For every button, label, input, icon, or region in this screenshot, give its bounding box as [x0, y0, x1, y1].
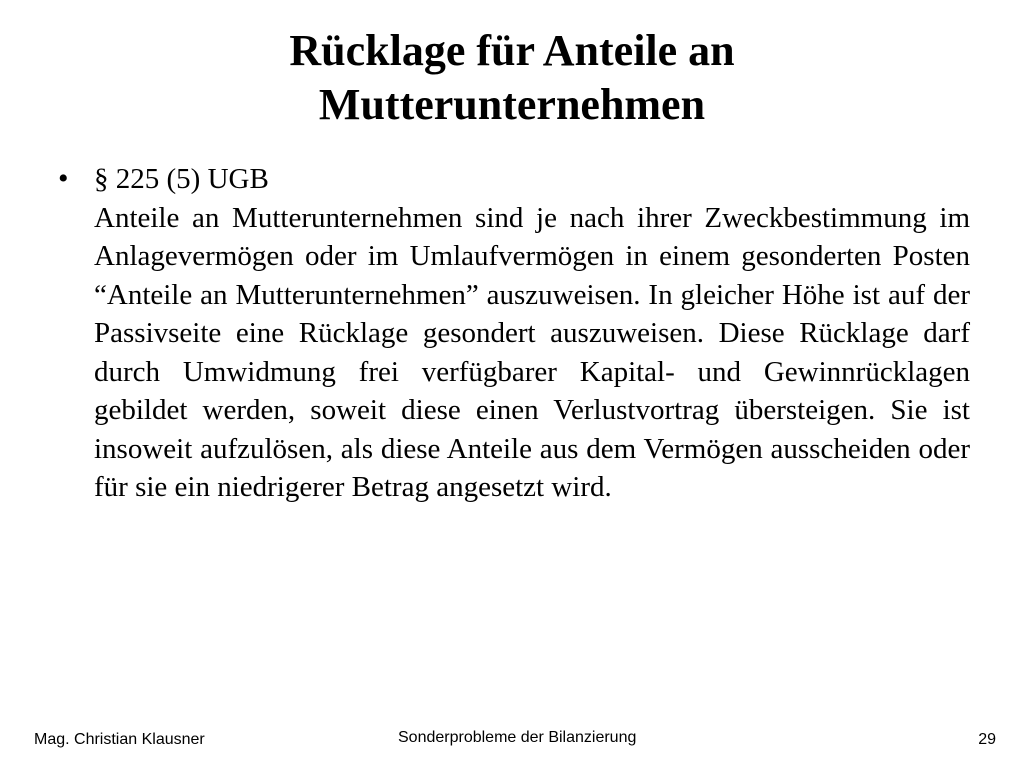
bullet-body-text: Anteile an Mutterunternehmen sind je nach ihrer Zweckbestimmung im Anlagevermögen oder im Umlaufvermögen in einem gesonderten Posten “Anteile an Mutterunternehmen” auszuweisen. In gleicher Höhe ist auf der Passivseite eine Rücklage gesondert auszuweisen. Diese Rücklage darf durch Umwidmung frei verfügbarer Kapital- und Gewinnrücklagen gebildet werden, soweit diese einen Verlustvortrag übersteigen. Sie ist insoweit aufzulösen, als diese Anteile aus dem Vermögen ausscheiden oder für sie ein niedrigerer Betrag angesetzt wird. — [94, 201, 970, 503]
bullet-marker: • — [58, 162, 69, 195]
footer-page-number: 29 — [978, 731, 996, 748]
bullet-heading: § 225 (5) UGB — [94, 163, 269, 195]
title-line-2: Mutterunternehmen — [318, 80, 706, 129]
footer-topic: Sonderprobleme der Bilanzierung — [398, 729, 637, 746]
bullet-item — [56, 160, 970, 507]
bullet-list — [56, 160, 970, 507]
footer-author: Mag. Christian Klausner — [34, 731, 205, 748]
slide-title — [0, 24, 1024, 132]
title-line-1: Rücklage für Anteile an — [289, 26, 735, 75]
